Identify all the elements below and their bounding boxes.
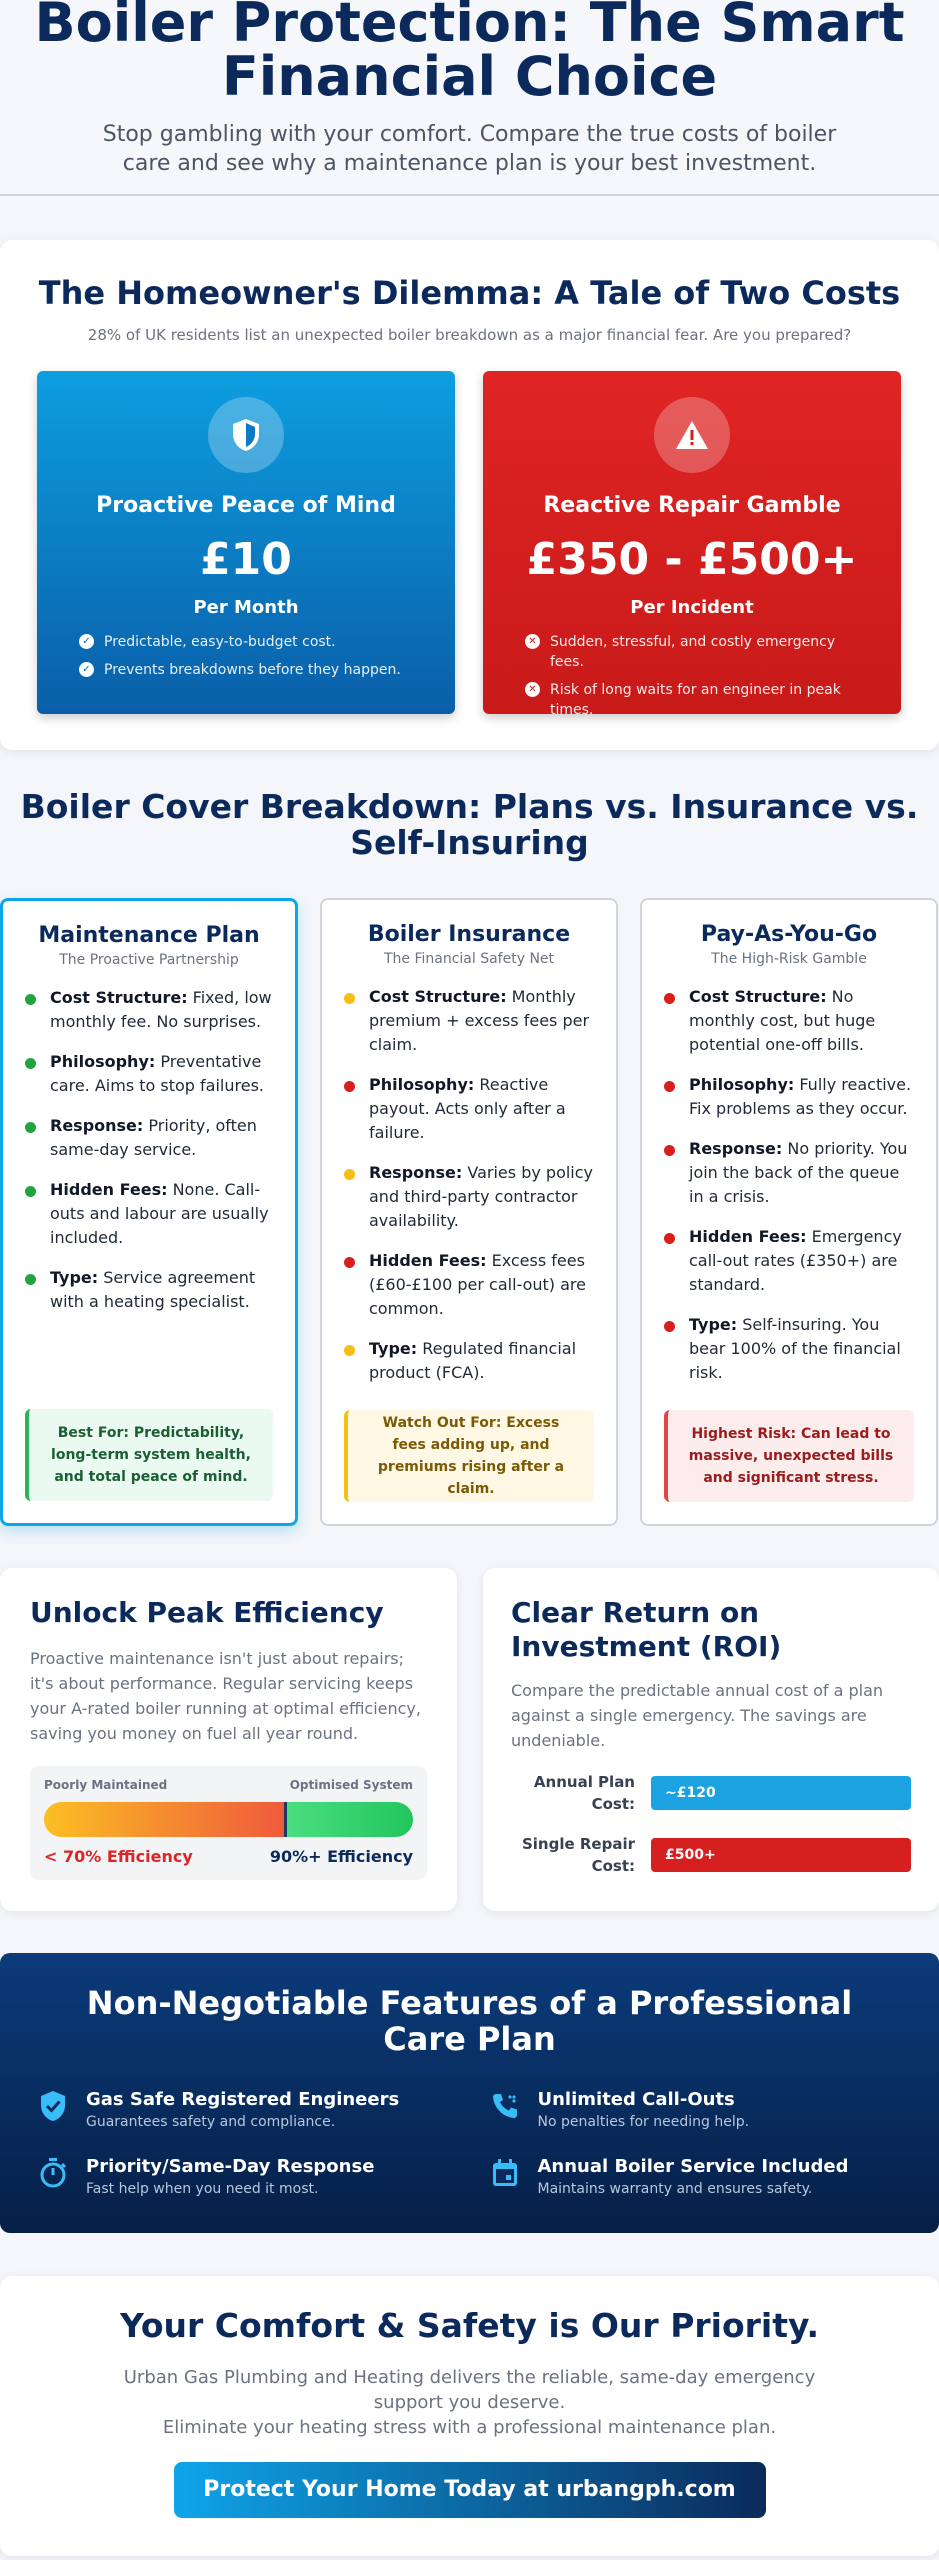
roi-title: Clear Return on Investment (ROI) <box>511 1596 782 1663</box>
plan-name: Pay-As-You-Go <box>700 922 878 947</box>
status-dot-green <box>25 994 36 1005</box>
x-circle-icon: ✕ <box>525 682 540 697</box>
status-dot-red <box>344 1257 355 1268</box>
check-icon: ✓ <box>79 634 94 649</box>
shield-check-icon <box>208 397 284 473</box>
plan-note: Watch Out For: Excess fees adding up, and premiums rising after a claim. <box>344 1410 594 1502</box>
list-item: Cost Structure: Fixed, low monthly fee. No surprises. <box>25 986 273 1034</box>
list-item: Response: Priority, often same-day service. <box>25 1114 273 1162</box>
cta-section <box>0 2276 939 2556</box>
list-item: Philosophy: Reactive payout. Acts only after a failure. <box>344 1073 594 1145</box>
reactive-cost-card <box>483 371 901 718</box>
phone-call-icon <box>488 2089 522 2123</box>
list-item: Hidden Fees: None. Call-outs and labour are usually included. <box>25 1178 273 1250</box>
hero-subtitle: Stop gambling with your comfort. Compare the true costs of boiler care and see why a maintenance plan is your best investment. <box>102 122 837 176</box>
roi-row-repair <box>511 1833 911 1877</box>
features-section <box>0 1953 939 2233</box>
proactive-heading: Proactive Peace of Mind <box>96 493 396 518</box>
plan-pay-as-you-go <box>640 898 938 1526</box>
efficiency-bar-optimised <box>284 1802 413 1837</box>
list-item: Cost Structure: No monthly cost, but huge potential one-off bills. <box>664 985 914 1057</box>
status-dot-red <box>664 1081 675 1092</box>
list-item: ✕ Risk of long waits for an engineer in peak times. <box>525 680 859 720</box>
cta-button[interactable]: Protect Your Home Today at urbangph.com <box>174 2462 766 2518</box>
cta-line-1: Urban Gas Plumbing and Heating delivers the reliable, same-day emergency support you deserve. <box>123 2367 816 2413</box>
dilemma-title: The Homeowner's Dilemma: A Tale of Two Costs <box>38 274 901 312</box>
roi-label: Annual Plan Cost: <box>533 1773 635 1813</box>
list-item: Type: Regulated financial product (FCA). <box>344 1337 594 1385</box>
plan-name: Maintenance Plan <box>38 923 260 948</box>
list-item: Philosophy: Fully reactive. Fix problems as they occur. <box>664 1073 914 1121</box>
hero <box>0 0 939 196</box>
status-dot-yellow <box>344 1345 355 1356</box>
list-item: Hidden Fees: Excess fees (£60-£100 per call-out) are common. <box>344 1249 594 1321</box>
gauge-left-label: Poorly Maintained <box>44 1778 168 1792</box>
status-dot-yellow <box>344 1169 355 1180</box>
roi-value-repair: £500+ <box>651 1838 911 1872</box>
roi-card <box>483 1568 939 1911</box>
list-item: Philosophy: Preventative care. Aims to stop failures. <box>25 1050 273 1098</box>
feature-item: Priority/Same-Day Response Fast help when you need it most. <box>36 2156 488 2197</box>
plan-name: Boiler Insurance <box>367 922 571 947</box>
plan-maintenance <box>0 898 298 1526</box>
proactive-points <box>37 632 455 680</box>
features-title: Non-Negotiable Features of a Professional Care Plan <box>86 1984 853 2058</box>
breakdown-title: Boiler Cover Breakdown: Plans vs. Insurance vs. Self-Insuring <box>20 787 919 862</box>
list-item: ✕ Sudden, stressful, and costly emergency fees. <box>525 632 859 672</box>
plan-features <box>642 985 936 1385</box>
dilemma-subtitle: 28% of UK residents list an unexpected boiler breakdown as a major financial fear. Are you prepared? <box>87 326 852 344</box>
status-dot-green <box>25 1186 36 1197</box>
high-efficiency-value: 90%+ Efficiency <box>269 1847 413 1866</box>
reactive-points <box>483 632 901 720</box>
status-dot-red <box>664 1233 675 1244</box>
status-dot-green <box>25 1274 36 1285</box>
list-item: Cost Structure: Monthly premium + excess fees per claim. <box>344 985 594 1057</box>
low-efficiency-value: < 70% Efficiency <box>44 1847 193 1866</box>
warning-icon <box>654 397 730 473</box>
gauge-right-label: Optimised System <box>289 1778 413 1792</box>
list-item: ✓ Predictable, easy-to-budget cost. <box>79 632 413 652</box>
efficiency-bar-poor <box>44 1802 284 1837</box>
plan-tagline: The High-Risk Gamble <box>711 951 867 967</box>
stopwatch-icon <box>36 2156 70 2190</box>
list-item: Type: Self-insuring. You bear 100% of the financial risk. <box>664 1313 914 1385</box>
page-title: Boiler Protection: The Smart Financial Choice <box>34 0 905 108</box>
efficiency-title: Unlock Peak Efficiency <box>30 1596 384 1629</box>
feature-item: Unlimited Call-Outs No penalties for needing help. <box>488 2089 939 2130</box>
feature-item: Annual Boiler Service Included Maintains warranty and ensures safety. <box>488 2156 939 2197</box>
efficiency-gauge <box>30 1766 427 1880</box>
roi-label: Single Repair Cost: <box>521 1835 635 1875</box>
proactive-period: Per Month <box>193 597 299 618</box>
plan-features <box>322 985 616 1385</box>
check-icon: ✓ <box>79 662 94 677</box>
proactive-cost-card <box>37 371 455 714</box>
x-circle-icon: ✕ <box>525 634 540 649</box>
shield-check-icon <box>36 2089 70 2123</box>
list-item: Hidden Fees: Emergency call-out rates (£350+) are standard. <box>664 1225 914 1297</box>
plan-tagline: The Financial Safety Net <box>383 951 555 967</box>
cta-line-2: Eliminate your heating stress with a professional maintenance plan. <box>162 2417 777 2438</box>
list-item: Response: No priority. You join the back of the queue in a crisis. <box>664 1137 914 1209</box>
plan-insurance <box>320 898 618 1526</box>
plan-tagline: The Proactive Partnership <box>59 952 239 968</box>
dilemma-section <box>0 240 939 750</box>
proactive-price: £10 <box>200 534 292 585</box>
plan-note: Highest Risk: Can lead to massive, unexpected bills and significant stress. <box>664 1410 914 1502</box>
roi-body: Compare the predictable annual cost of a plan against a single emergency. The savings are undeniable. <box>511 1681 884 1750</box>
status-dot-red <box>344 1081 355 1092</box>
list-item: Response: Varies by policy and third-party contractor availability. <box>344 1161 594 1233</box>
roi-value-plan: ~£120 <box>651 1776 911 1810</box>
list-item: Type: Service agreement with a heating specialist. <box>25 1266 273 1314</box>
cta-title: Your Comfort & Safety is Our Priority. <box>119 2306 820 2345</box>
status-dot-yellow <box>344 993 355 1004</box>
status-dot-red <box>664 993 675 1004</box>
efficiency-body: Proactive maintenance isn't just about repairs; it's about performance. Regular servicing keeps your A-rated boiler running at optimal efficiency, saving you money on fuel all year round. <box>30 1649 421 1743</box>
cta-text <box>0 2365 939 2440</box>
efficiency-card <box>0 1568 457 1911</box>
status-dot-red <box>664 1145 675 1156</box>
plan-note: Best For: Predictability, long-term system health, and total peace of mind. <box>25 1409 273 1501</box>
reactive-period: Per Incident <box>630 597 754 618</box>
roi-row-plan <box>511 1771 911 1815</box>
reactive-heading: Reactive Repair Gamble <box>543 493 841 518</box>
calendar-icon <box>488 2156 522 2190</box>
reactive-price: £350 - £500+ <box>526 534 858 585</box>
efficiency-bar <box>44 1802 413 1837</box>
status-dot-green <box>25 1058 36 1069</box>
plan-features <box>3 986 295 1314</box>
status-dot-green <box>25 1122 36 1133</box>
list-item: ✓ Prevents breakdowns before they happen. <box>79 660 413 680</box>
feature-item: Gas Safe Registered Engineers Guarantees safety and compliance. <box>36 2089 488 2130</box>
status-dot-red <box>664 1321 675 1332</box>
